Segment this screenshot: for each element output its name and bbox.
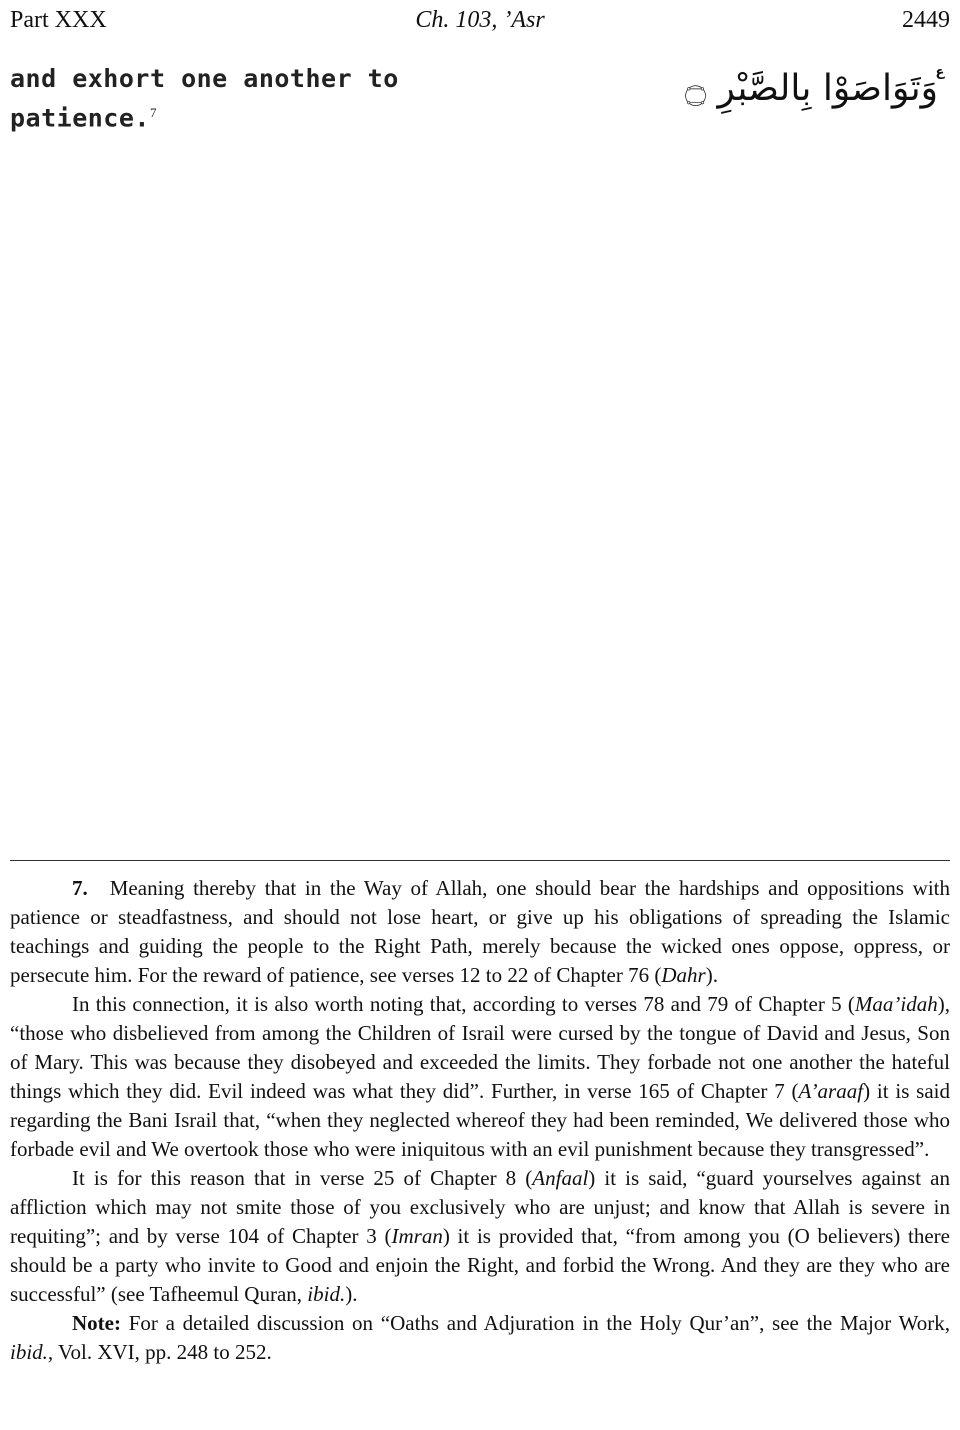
footnote-text: ) it is provided that, “from among you (O believers) there should be a party who invite to Good and enjoin the Right, and forbid the Wrong. And they are they who are successful” (see Tafheemul Quran, [10, 1224, 950, 1306]
footnote-text: ). [705, 963, 718, 987]
footnote-italic: ibid. [307, 1282, 346, 1306]
footnote-italic: Imran [391, 1224, 443, 1248]
footnote-italic: Dahr [661, 963, 706, 987]
footnote-paragraph-2 [10, 990, 950, 1164]
footnote-text: For a detailed discussion on “Oaths and Adjuration in the Holy Qur’an”, see the Major Work, [120, 1311, 950, 1335]
page-header [10, 4, 950, 36]
verse-translation-line-1: and exhort one another to [10, 64, 399, 93]
note-label: Note: [72, 1311, 121, 1335]
verse-arabic: وَتَوَاصَوْا بِالصَّبْرِ ۝ [684, 68, 938, 109]
footnote-section [10, 874, 950, 1367]
footnote-number: 7. [72, 876, 88, 900]
footnote-divider [10, 860, 950, 861]
footnote-italic: ibid., [10, 1340, 54, 1364]
page-number: 2449 [902, 7, 950, 33]
verse-translation-line-2 [10, 96, 440, 135]
footnote-italic: Maa’idah [854, 992, 938, 1016]
footnote-paragraph-1 [10, 874, 950, 990]
part-label: Part XXX [10, 7, 107, 33]
footnote-text: Meaning thereby that in the Way of Allah, one should bear the hardships and oppositions with patience or steadfastness, and should not lose heart, or give up his obligations of spreading the Islamic teachings and guiding the people to the Right Path, merely because the wicked ones oppose, oppress, or persecute him. For the reward of patience, see verses 12 to 22 of Chapter 76 ( [10, 876, 950, 987]
footnote-text: ) it is said, “guard yourselves against an affliction which may not smite those of you exclusively who are unjust; and know that Allah is severe in requiting”; and by verse 104 of Chapter 3 ( [10, 1166, 950, 1248]
footnote-text: ). [345, 1282, 358, 1306]
footnote-paragraph-3 [10, 1164, 950, 1309]
verse-translation-line-2-text: patience. [10, 103, 150, 133]
footnote-italic: A’araaf [798, 1079, 864, 1103]
ruku-mark: ع [935, 65, 945, 80]
footnote-text: ), “those who disbelieved from among the Children of Israil were cursed by the tongue of David and Jesus, Son of Mary. This was because they disobeyed and exceeded the limits. They forbade not one another the hateful things which they did. Evil indeed was what they did”. Further, in verse 165 of Chapter 7 ( [10, 992, 950, 1103]
footnote-text: It is for this reason that in verse 25 of Chapter 8 ( [72, 1166, 533, 1190]
footnote-reference: 7 [149, 105, 157, 120]
footnote-note [10, 1309, 950, 1367]
footnote-text: ) it is said regarding the Bani Israil that, “when they neglected whereof they had been reminded, We delivered those who forbade evil and We overtook those who were iniquitous with an evil punishment because they transgressed”. [10, 1079, 951, 1161]
footnote-text: Vol. XVI, pp. 248 to 252. [53, 1340, 272, 1364]
verse-translation [10, 62, 440, 135]
footnote-text: In this connection, it is also worth noting that, according to verses 78 and 79 of Chapter 5 ( [72, 992, 855, 1016]
chapter-title: Ch. 103, ’Asr [415, 7, 545, 33]
footnote-italic: Anfaal [532, 1166, 589, 1190]
